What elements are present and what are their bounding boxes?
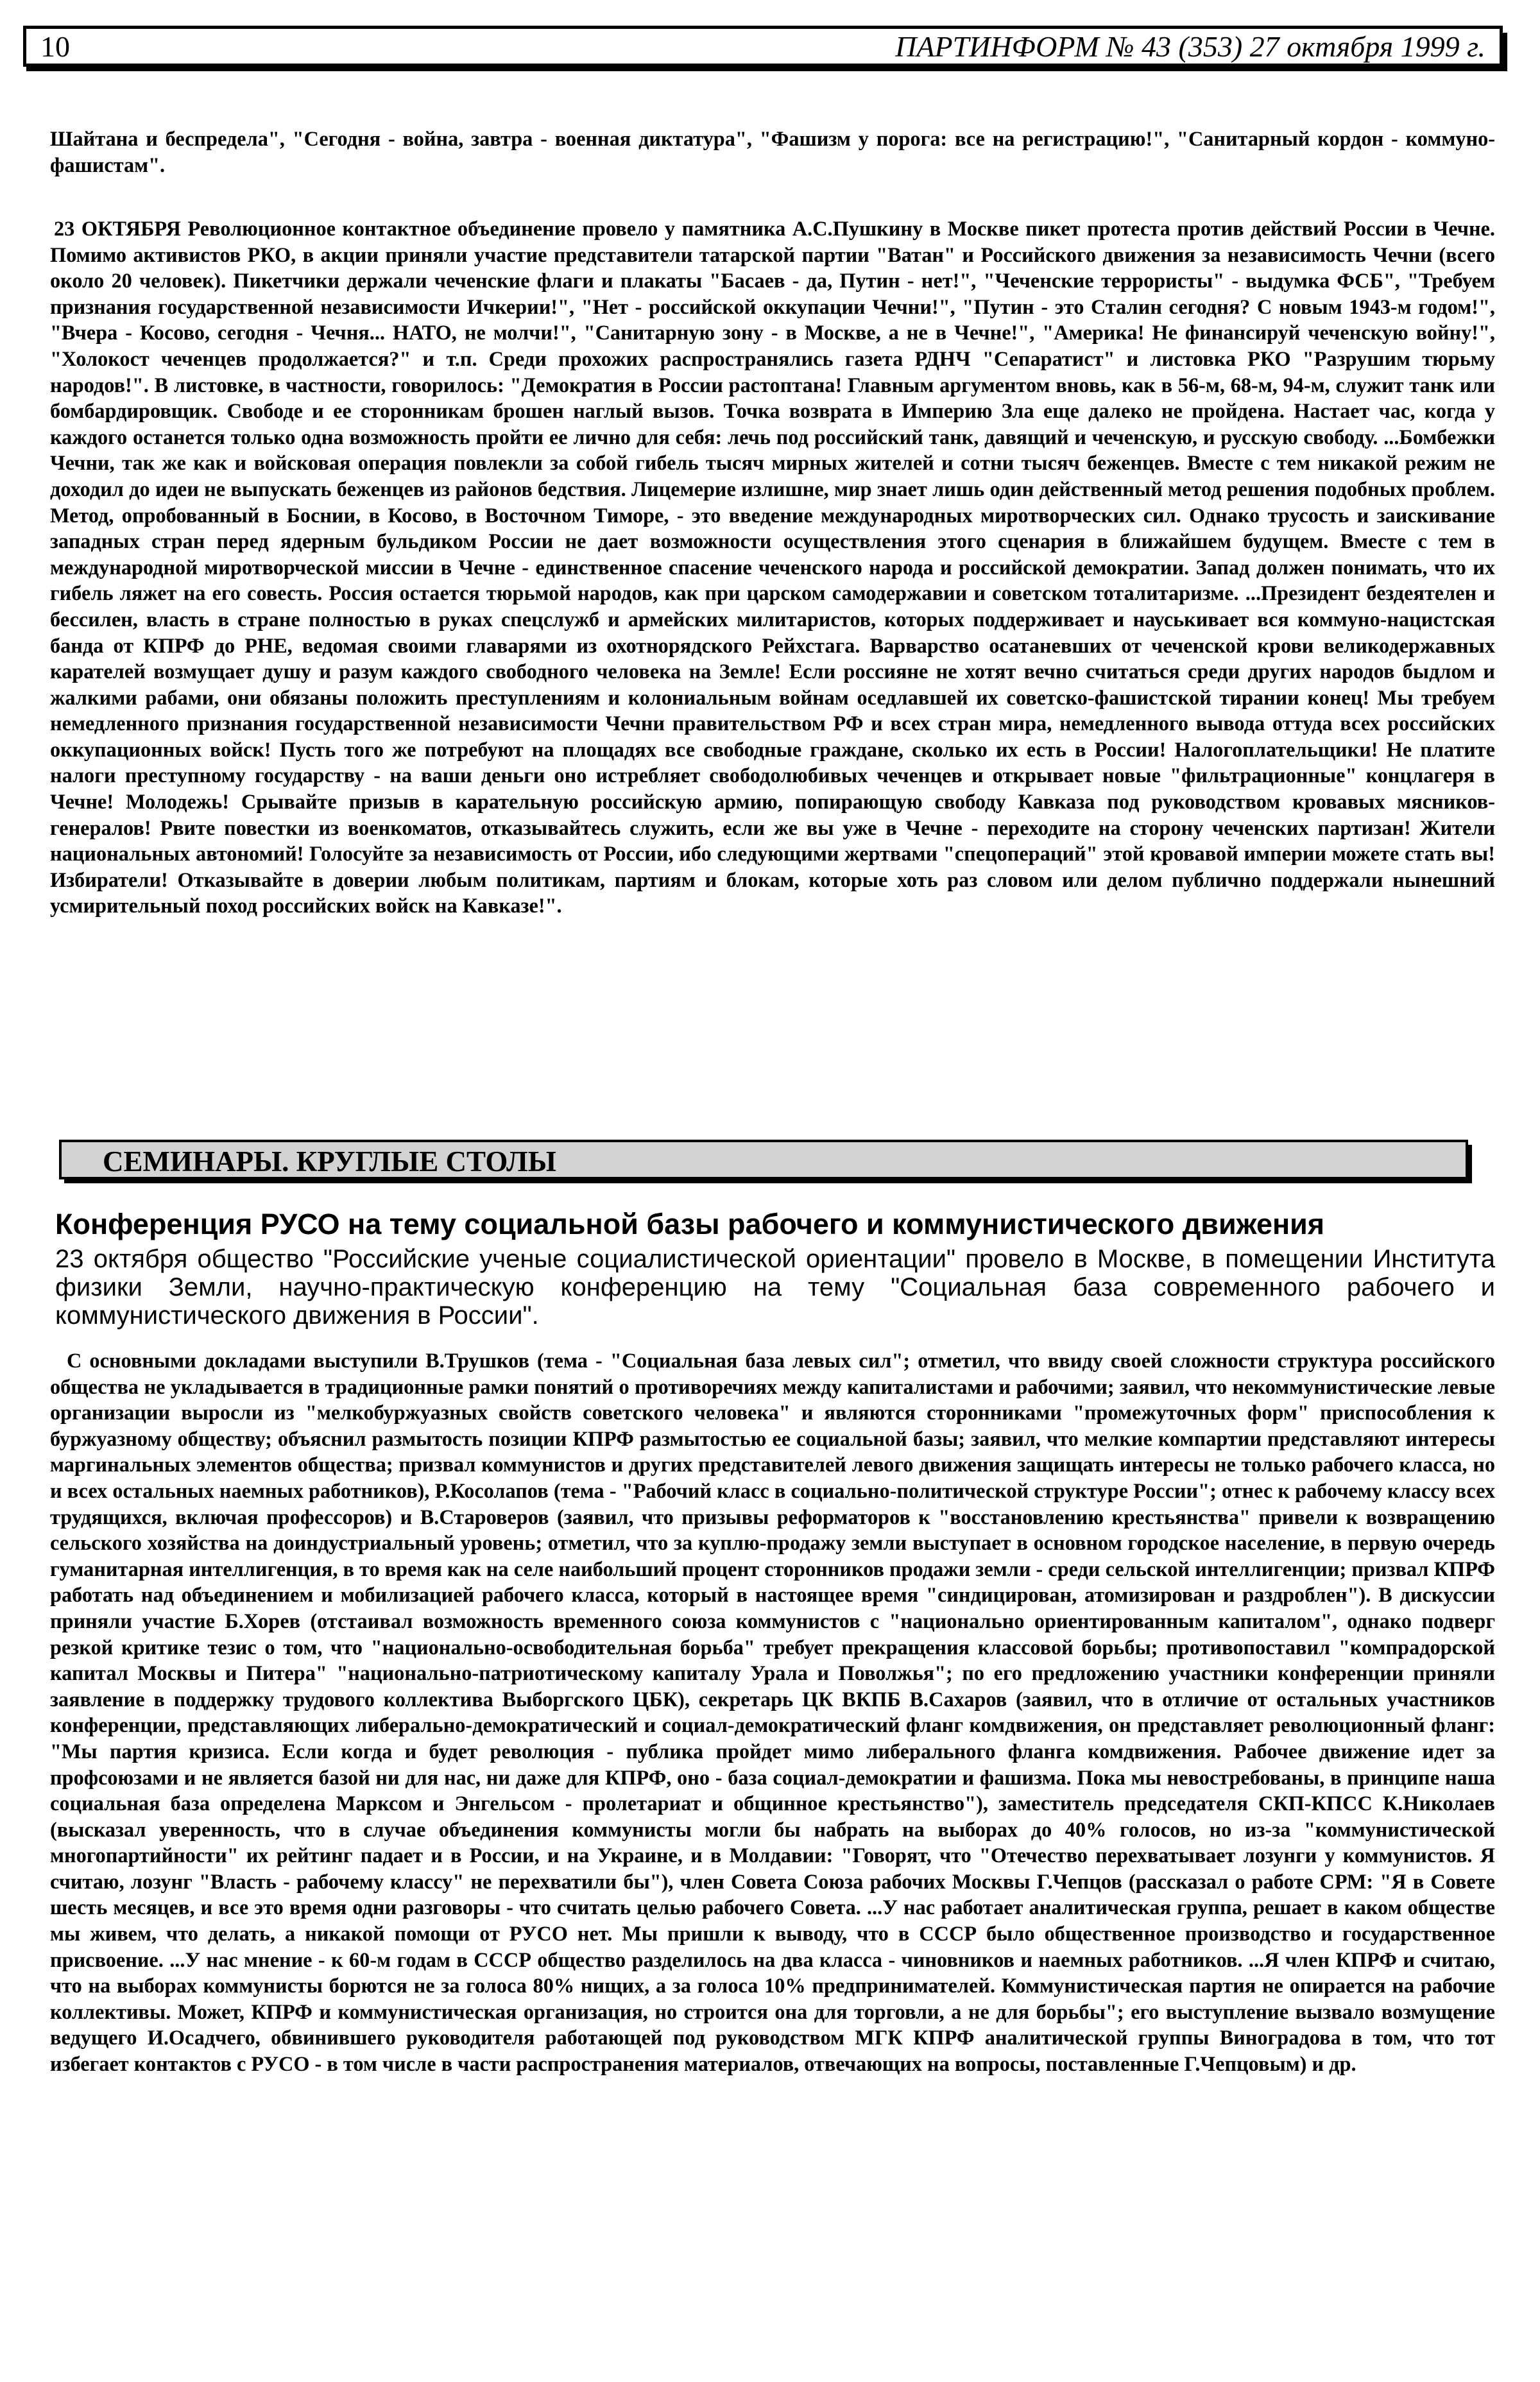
article-lead: 23 октября общество "Российские ученые социалистической ориентации" провело в Москве, в помещении Института физики Земли, научно-практическую конференцию на тему "Социальная база современного рабочего и коммунистического движения в России". [55, 1245, 1495, 1330]
section-title: СЕМИНАРЫ. КРУГЛЫЕ СТОЛЫ [103, 1145, 556, 1178]
article-body-text: С основными докладами выступили В.Трушков (тема - "Социальная база левых сил"; отметил, что ввиду своей сложности структура российского общества не укладывается в традиционные рамки понятий о противоречиях между капиталистами и рабочими; заявил, что некоммунистические левые организации выросли из "мелкобуржуазных свойств советского человека" и являются сторонниками "промежуточных форм" приспособления к буржуазному обществу; объяснил размытость позиции КПРФ размытостью ее социальной базы; заявил, что мелкие компартии представляют интересы маргинальных элементов общества; призвал коммунистов и других представителей левого движения защищать интересы не только рабочего класса, но и всех остальных наемных работников), Р.Косолапов (тема - "Рабочий класс в социально-политической структуре России"; отнес к рабочему классу всех трудящихся, включая профессоров) и В.Староверов (заявил, что призывы реформаторов к "восстановлению крестьянства" привели к возвращению сельского хозяйства на доиндустриальный уровень; отметил, что за куплю-продажу земли выступает в основном городское население, в первую очередь гуманитарная интеллигенция, в то время как на селе наибольший процент сторонников продажи земли - среди сельской интеллигенции; призвал КПРФ работать над объединением и мобилизацией рабочего класса, который в настоящее время "синдицирован, атомизирован и раздроблен"). В дискуссии приняли участие Б.Хорев (отстаивал возможность временного союза коммунистов с "национально ориентированным капиталом", однако подверг резкой критике тезис о том, что "национально-освободительная борьба" требует прекращения классовой борьбы; противопоставил "компрадорской капитал Москвы и Питера" "национально-патриотическому капиталу Урала и Поволжья"; по его предложению участники конференции приняли заявление в поддержку трудового коллектива Выборгского ЦБК), секретарь ЦК ВКПБ В.Сахаров (заявил, что в отличие от остальных участников конференции, представляющих либерально-демократический и социал-демократический фланг комдвижения, он представляет революционный фланг: "Мы партия кризиса. Если когда и будет революция - публика пройдет мимо либерального фланга комдвижения. Рабочее движение идет за профсоюзами и не является базой ни для нас, ни даже для КПРФ, оно - база социал-демократии и фашизма. Пока мы невостребованы, в принципе наша социальная база определена Марксом и Энгельсом - пролетариат и общинное крестьянство"), заместитель председателя СКП-КПСС К.Николаев (высказал уверенность, что в случае объединения коммунисты могли бы набрать на выборах до 40% голосов, но из-за "коммунистической многопартийности" их рейтинг падает и в России, и на Украине, и в Молдавии: "Говорят, что "Отечество перехватывает лозунги у коммунистов. Я считаю, лозунг "Власть - рабочему классу" не перехватили бы"), член Совета Союза рабочих Москвы Г.Чепцов (рассказал о работе СРМ: "Я в Совете шесть месяцев, и все это время одни разговоры - что считать целью рабочего Совета. ...У нас работает аналитическая группа, решает в каком обществе мы живем, что делать, а никакой помощи от РУСО нет. Мы пришли к выводу, что в СССР было общественное производство и государственное присвоение. ...У нас мнение - к 60-м годам в СССР общество разделилось на два класса - чиновников и наемных работников. ...Я член КПРФ и считаю, что на выборах коммунисты борются не за голоса 80% нищих, а за голоса 10% предпринимателей. Коммунистическая партия не опирается на рабочие коллективы. Может, КПРФ и коммунистическая организация, но строится она для торговли, а не для борьбы"; его выступление вызвало возмущение ведущего И.Осадчего, обвинившего руководителя работающей под руководством МГК КПРФ аналитической группы Виноградова в том, что тот избегает контактов с РУСО - в том числе в части распространения материалов, отвечающих на вопросы, поставленные Г.Чепцовым) и др. [50, 1349, 1495, 2076]
page-header [23, 26, 1503, 67]
intro-text: Шайтана и беспредела", "Сегодня - война, завтра - военная диктатура", "Фашизм у порога: все на регистрацию!", "Санитарный кордон - коммуно-фашистам". [50, 127, 1495, 176]
article-title: Конференция РУСО на тему социальной базы рабочего и коммунистического движения [55, 1208, 1325, 1240]
intro-paragraph [50, 126, 1495, 178]
issue-title: ПАРТИНФОРМ № 43 (353) 27 октября 1999 г. [895, 30, 1485, 63]
article-body [50, 1348, 1495, 2077]
page-number: 10 [40, 30, 70, 63]
section-heading [59, 1140, 1468, 1179]
news-item [50, 216, 1495, 919]
news-text: 23 ОКТЯБРЯ Революционное контактное объединение провело у памятника А.С.Пушкину в Москве пикет протеста против действий России в Чечне. Помимо активистов РКО, в акции приняли участие представители татарской партии "Ватан" и Российского движения за независимость Чечни (всего около 20 человек). Пикетчики держали чеченские флаги и плакаты "Басаев - да, Путин - нет!", "Чеченские террористы" - выдумка ФСБ", "Требуем признания государственной независимости Ичкерии!", "Нет - российской оккупации Чечни!", "Путин - это Сталин сегодня? С новым 1943-м годом!", "Вчера - Косово, сегодня - Чечня... НАТО, не молчи!", "Санитарную зону - в Москве, а не в Чечне!", "Америка! Не финансируй чеченскую войну!", "Холокост чеченцев продолжается?" и т.п. Среди прохожих распространялись газета РДНЧ "Сепаратист" и листовка РКО "Разрушим тюрьму народов!". В листовке, в частности, говорилось: "Демократия в России растоптана! Главным аргументом вновь, как в 56-м, 68-м, 94-м, служит танк или бомбардировщик. Свободе и ее сторонникам брошен наглый вызов. Точка возврата в Империю Зла еще далеко не пройдена. Настает час, когда у каждого останется только одна возможность пройти ее лично для себя: лечь под российский танк, давящий и чеченскую, и русскую свободу. ...Бомбежки Чечни, так же как и войсковая операция повлекли за собой гибель тысяч мирных жителей и сотни тысяч беженцев. Вместе с тем никакой режим не доходил до идеи не выпускать беженцев из районов бедствия. Лицемерие излишне, мир знает лишь один действенный метод решения подобных проблем. Метод, опробованный в Боснии, в Косово, в Восточном Тиморе, - это введение международных миротворческих сил. Однако трусость и заискивание западных стран перед ядерным бульдиком России не дает возможности осуществления этого сценария в ближайшем будущем. Вместе с тем в международной миротворческой миссии в Чечне - единственное спасение чеченского народа и российской демократии. Запад должен понимать, что их гибель ляжет на его совесть. Россия остается тюрьмой народов, как при царском самодержавии и советском тоталитаризме. ...Президент бездеятелен и бессилен, власть в стране полностью в руках спецслужб и армейских милитаристов, которых поддерживает и науськивает вся коммуно-нацистская банда от КПРФ до РНЕ, ведомая своими главарями из охотнорядского Рейхстага. Варварство осатаневших от чеченской крови великодержавных карателей возмущает душу и разум каждого свободного человека на Земле! Если россияне не хотят вечно считаться среди других народов быдлом и жалкими рабами, они обязаны положить преступлениям и колониальным войнам оседлавшей их советско-фашистской тирании конец! Мы требуем немедленного признания государственной независимости Чечни правительством РФ и всех стран мира, немедленного вывода оттуда всех российских оккупационных войск! Пусть того же потребуют на площадях все свободные граждане, сколько их есть в России! Налогоплательщики! Не платите налоги преступному государству - на ваши деньги оно истребляет свободолюбивых чеченцев и открывает новые "фильтрационные" концлагеря в Чечне! Молодежь! Срывайте призыв в карательную российскую армию, попирающую свободу Кавказа под руководством кровавых мясников-генералов! Рвите повестки из военкоматов, отказывайтесь служить, если же вы уже в Чечне - переходите на сторону чеченских партизан! Жители национальных автономий! Голосуйте за независимость от России, ибо следующими жертвами "спецопераций" этой кровавой империи можете стать вы! Избиратели! Отказывайте в доверии любым политикам, партиям и блокам, которые хоть раз словом или делом публично поддержали нынешний усмирительный поход российских войск на Кавказе!". [50, 217, 1495, 918]
